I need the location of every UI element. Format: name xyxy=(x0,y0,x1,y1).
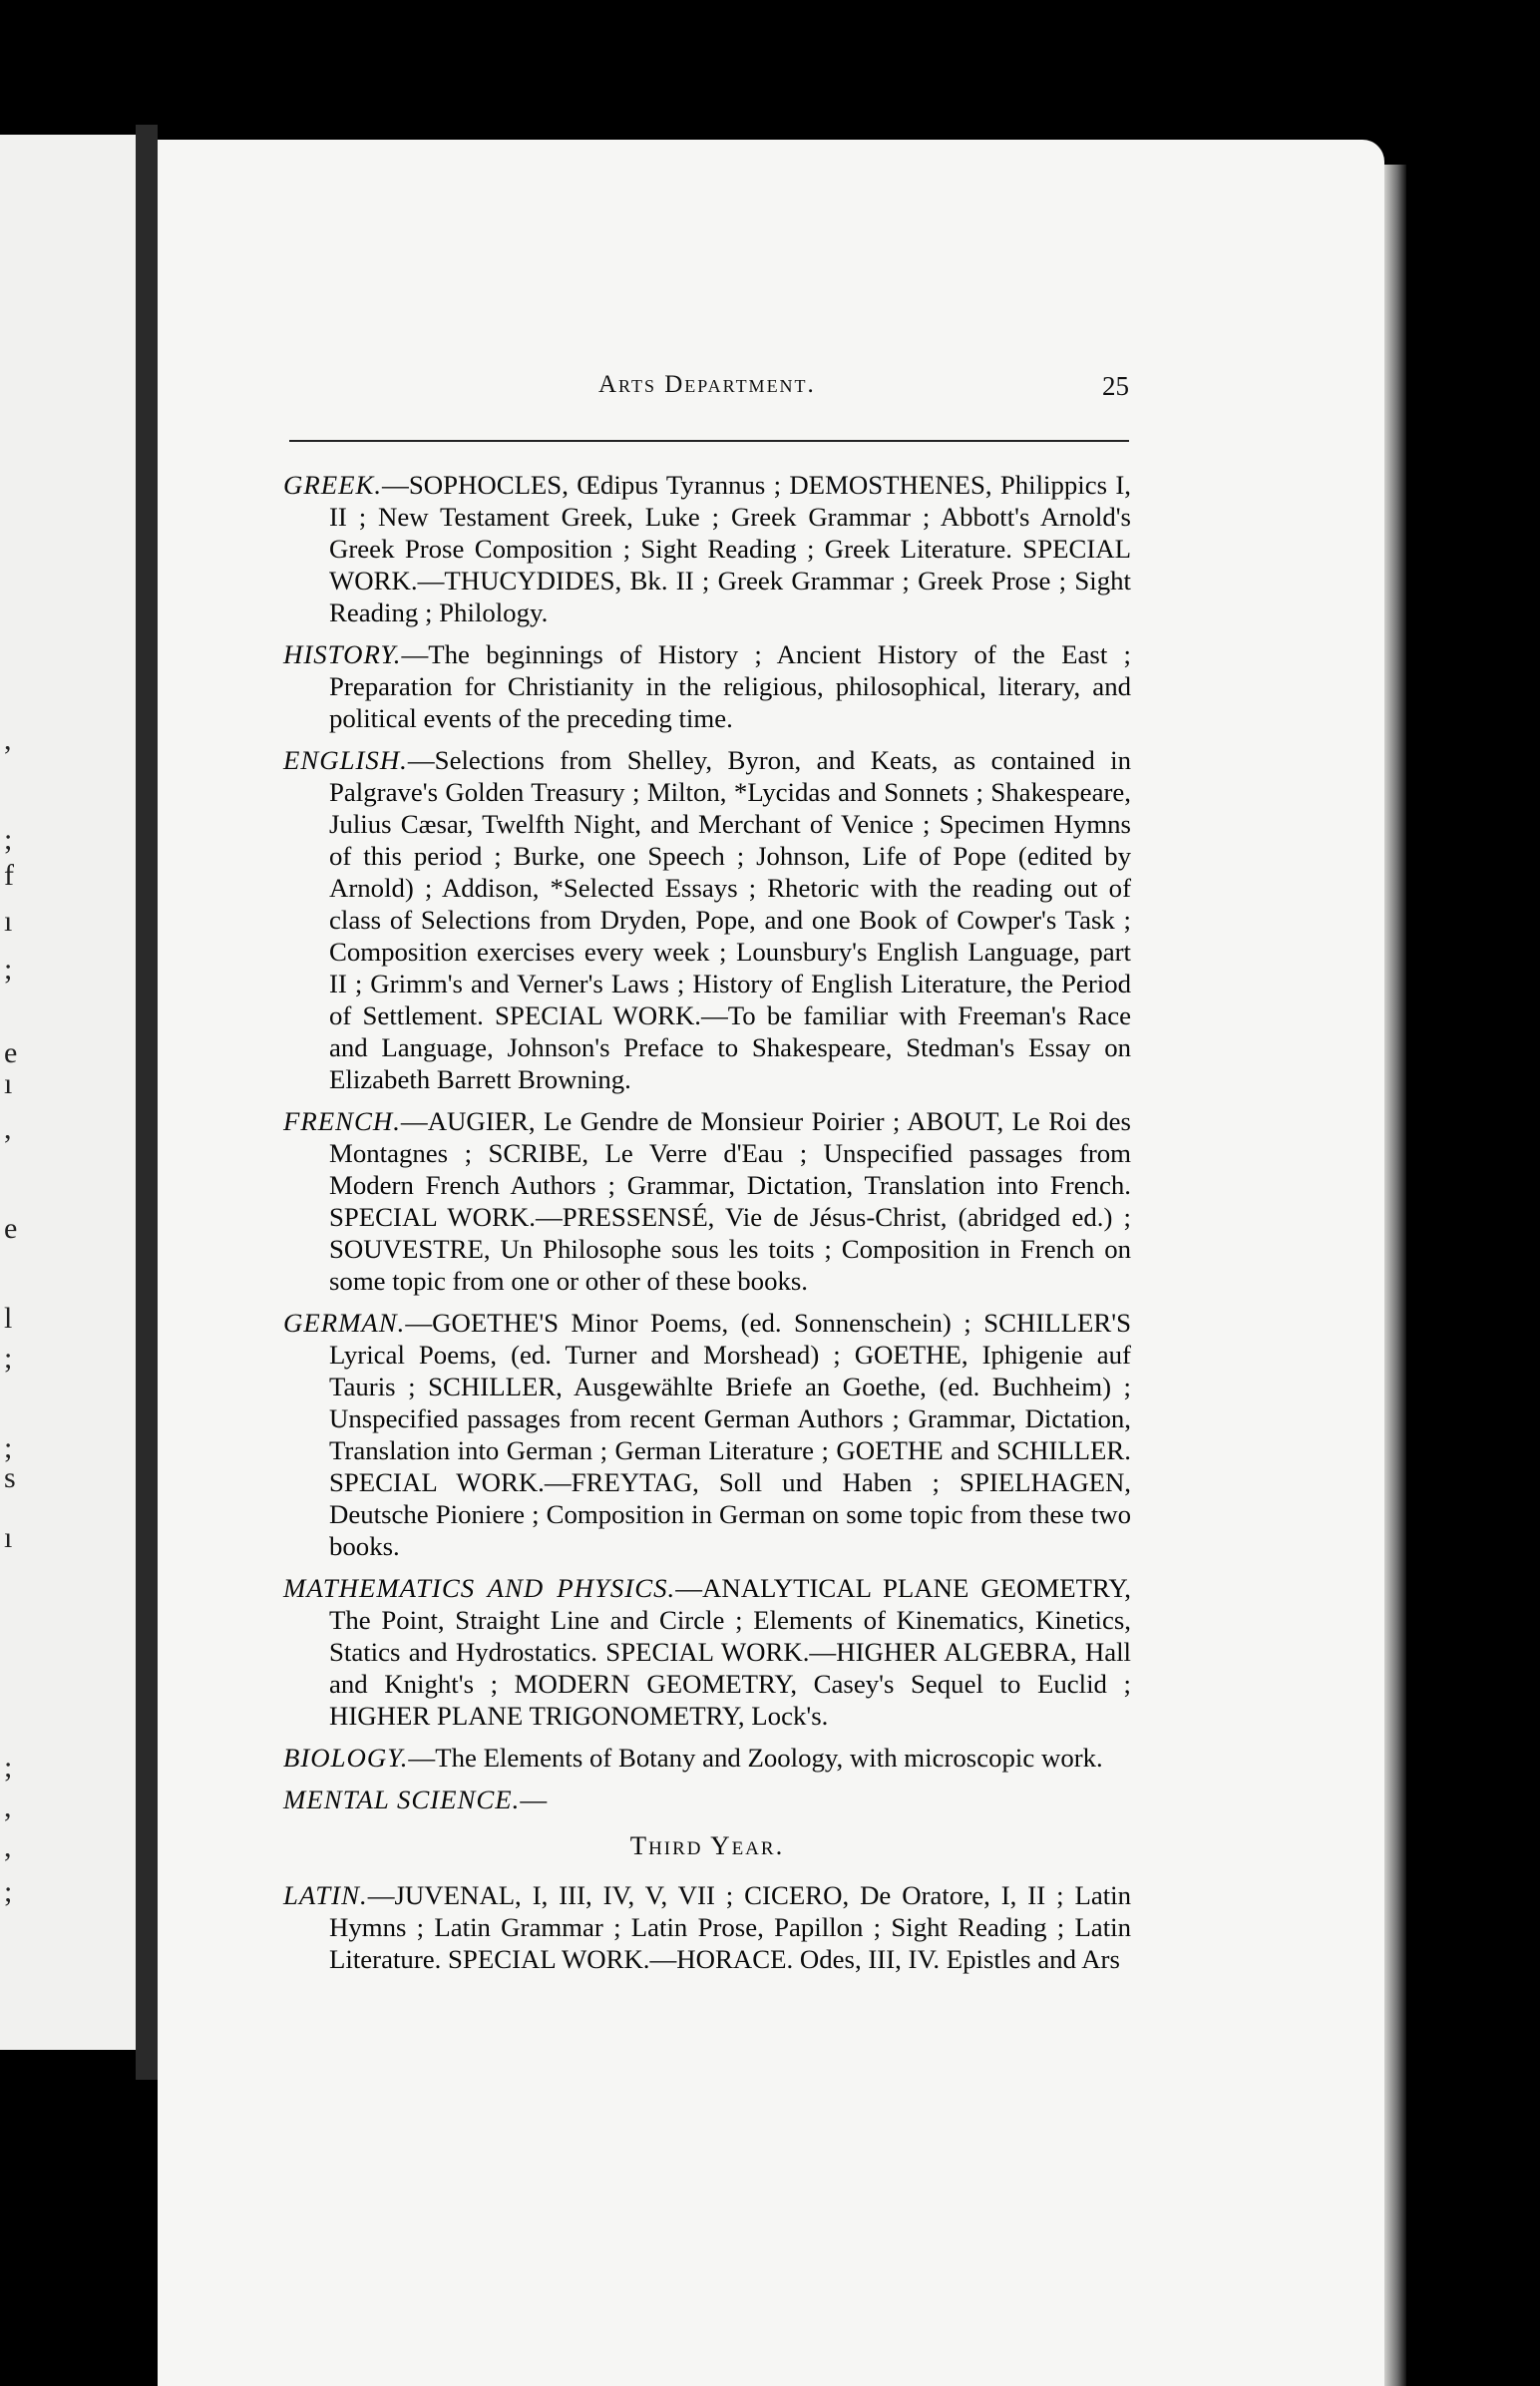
entry-text: —Selections from Shelley, Byron, and Keats, as contained in Palgrave's Golden Treasury ; Milton, *Lycidas and Sonnets ; Shakespeare, Julius Cæsar, Twelfth Night, and Merchant of Venice ; Specimen Hymns of this period ; Burke, one Speech ; Johnson, Life of Pope (edited by Arnold) ; Addison, *Selected Essays ; Rhetoric with the reading out of class of Selections from Dryden, Pope, and one Book of Cowper's Task ; Composition exercises every week ; Lounsbury's English Language, part II ; Grimm's and Verner's Laws ; History of English Literature, the Period of Settlement. SPECIAL WORK.—To be familiar with Freeman's Race and Language, Johnson's Preface to Shakespeare, Stedman's Essay on Elizabeth Barrett Browning. xyxy=(329,745,1131,1094)
entry-english xyxy=(283,744,1131,1095)
entry-greek xyxy=(283,469,1131,628)
entry-subject: BIOLOGY. xyxy=(283,1743,409,1773)
margin-mark: , xyxy=(4,723,12,756)
entry-subject: MATHEMATICS AND PHYSICS. xyxy=(283,1573,676,1603)
margin-mark: ; xyxy=(4,1875,13,1908)
margin-mark: ; xyxy=(4,1342,13,1375)
entry-text: —SOPHOCLES, Œdipus Tyrannus ; DEMOSTHENES, Philippics I, II ; New Testament Greek, Luke ; Greek Grammar ; Abbott's Arnold's Greek Prose Composition ; Sight Reading ; Greek Literature. SPECIAL WORK.—THUCYDIDES, Bk. II ; Greek Grammar ; Greek Prose ; Sight Reading ; Philology. xyxy=(329,470,1131,627)
entry-subject: MENTAL SCIENCE. xyxy=(283,1785,521,1814)
page-body xyxy=(283,469,1131,1985)
entry-subject: GERMAN. xyxy=(283,1308,406,1338)
entry-french xyxy=(283,1105,1131,1297)
margin-mark: ; xyxy=(4,953,13,986)
margin-mark: ı xyxy=(4,905,13,938)
entry-subject: FRENCH. xyxy=(283,1106,401,1136)
entry-subject: GREEK. xyxy=(283,470,383,500)
margin-mark: ; xyxy=(4,823,13,856)
entry-text: —JUVENAL, I, III, IV, V, VII ; CICERO, De Oratore, I, II ; Latin Hymns ; Latin Grammar ; Latin Prose, Papillon ; Sight Reading ; Latin Literature. SPECIAL WORK.—HORACE. Odes, III, IV. Epistles and Ars xyxy=(329,1880,1131,1974)
margin-mark: f xyxy=(4,859,14,892)
page-number: 25 xyxy=(1102,371,1129,401)
entry-history xyxy=(283,638,1131,734)
entry-mental-science xyxy=(283,1784,1131,1815)
entry-subject: HISTORY. xyxy=(283,639,402,669)
header-rule xyxy=(289,440,1129,442)
facing-page-margin-marks xyxy=(4,135,28,2050)
entry-subject: LATIN. xyxy=(283,1880,368,1910)
margin-mark: ı xyxy=(4,1521,13,1554)
running-head-title: Arts Department. xyxy=(598,371,816,398)
entry-text: — xyxy=(520,1785,548,1814)
margin-mark: ; xyxy=(4,1751,13,1784)
page-edge-shadow xyxy=(1384,165,1406,2386)
margin-mark: ı xyxy=(4,1067,13,1100)
section-heading-third-year: Third Year. xyxy=(629,1830,785,1860)
entry-mathematics-and-physics xyxy=(283,1572,1131,1732)
book-gutter xyxy=(136,125,158,2080)
entry-subject: ENGLISH. xyxy=(283,745,408,775)
margin-mark: , xyxy=(4,1830,12,1863)
facing-page-strip xyxy=(0,135,136,2050)
entry-text: —ANALYTICAL PLANE GEOMETRY, The Point, Straight Line and Circle ; Elements of Kinematics, Kinetics, Statics and Hydrostatics. SPECIAL WORK.—HIGHER ALGEBRA, Hall and Knight's ; MODERN GEOMETRY, Casey's Sequel to Euclid ; HIGHER PLANE TRIGONOMETRY, Lock's. xyxy=(329,1573,1131,1731)
entry-latin xyxy=(283,1879,1131,1975)
entry-text: —AUGIER, Le Gendre de Monsieur Poirier ; ABOUT, Le Roi des Montagnes ; SCRIBE, Le Verre d'Eau ; Unspecified passages from Modern French Authors ; Grammar, Dictation, Translation into French. SPECIAL WORK.—PRESSENSÉ, Vie de Jésus-Christ, (abridged ed.) ; SOUVESTRE, Un Philosophe sous les toits ; Composition in French on some topic from one or other of these books. xyxy=(329,1106,1131,1296)
entry-text: —The Elements of Botany and Zoology, with microscopic work. xyxy=(408,1743,1103,1773)
margin-mark: , xyxy=(4,1790,12,1823)
entry-german xyxy=(283,1307,1131,1562)
margin-mark: e xyxy=(4,1212,18,1245)
margin-mark: , xyxy=(4,1112,12,1145)
entry-text: —The beginnings of History ; Ancient History of the East ; Preparation for Christianity in the religious, philosophical, literary, and political events of the preceding time. xyxy=(329,639,1131,733)
entry-biology xyxy=(283,1742,1131,1774)
margin-mark: e xyxy=(4,1036,18,1069)
margin-mark: s xyxy=(4,1461,16,1494)
entry-text: —GOETHE'S Minor Poems, (ed. Sonnenschein) ; SCHILLER'S Lyrical Poems, (ed. Turner and Morshead) ; GOETHE, Iphigenie auf Tauris ; SCHILLER, Ausgewählte Briefe an Goethe, (ed. Buchheim) ; Unspecified passages from recent German Authors ; Grammar, Dictation, Translation into German ; German Literature ; GOETHE and SCHILLER. SPECIAL WORK.—FREYTAG, Soll und Haben ; SPIELHAGEN, Deutsche Pioniere ; Composition in German on some topic from these two books. xyxy=(329,1308,1131,1561)
margin-mark: l xyxy=(4,1302,13,1335)
margin-mark: ; xyxy=(4,1431,13,1464)
